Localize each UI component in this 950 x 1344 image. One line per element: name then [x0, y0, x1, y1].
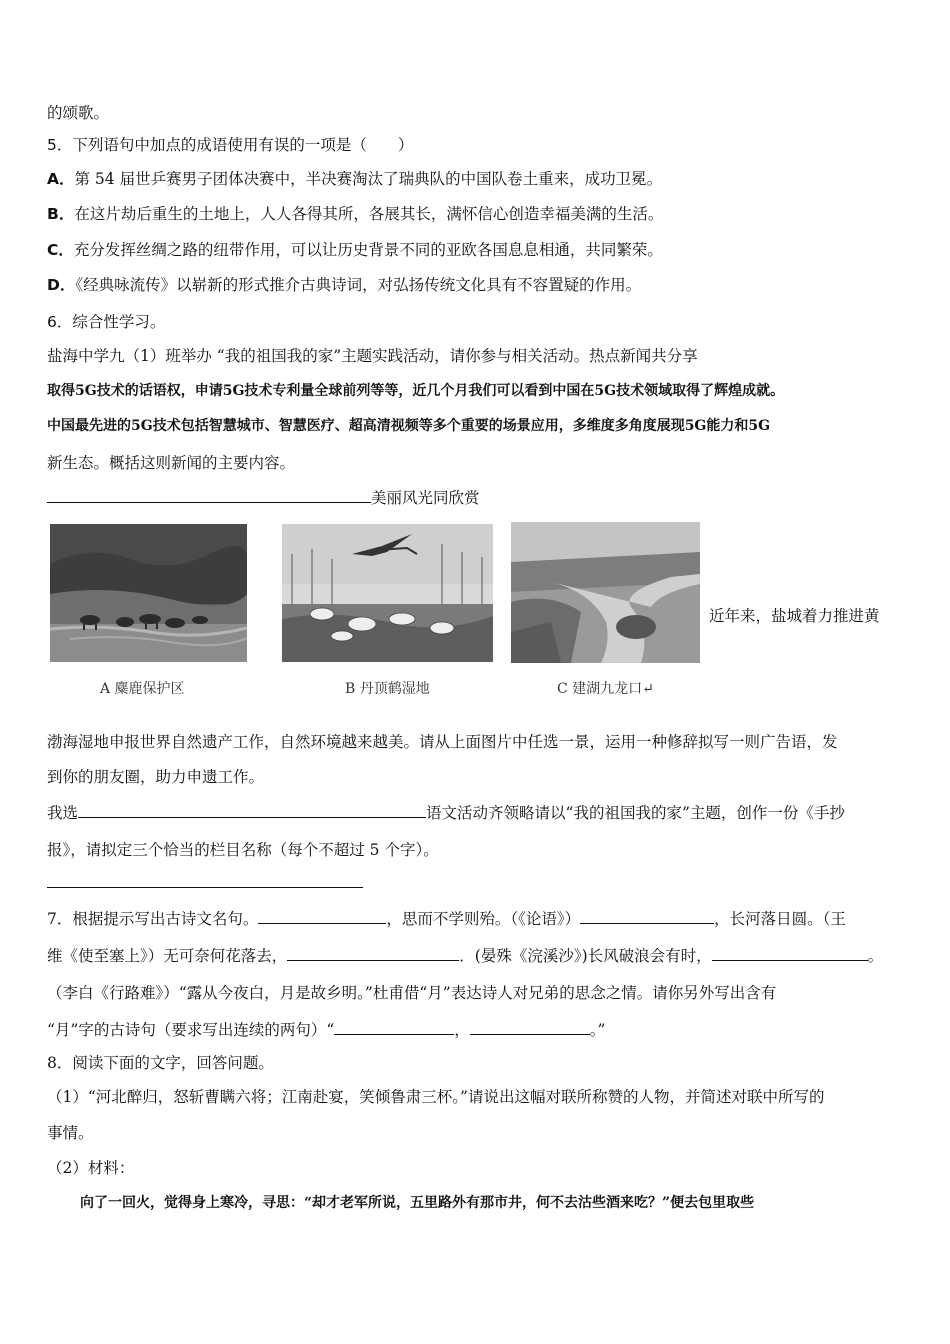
question-8-1: 事情。	[47, 1124, 94, 1142]
option-label: D．	[47, 276, 76, 294]
answer-blank[interactable]	[258, 908, 386, 924]
scenery-title: 美丽风光同欣赏	[371, 489, 480, 507]
question-8: 8．阅读下面的文字，回答问题。	[47, 1054, 274, 1072]
q6-news: 取得5G技术的话语权，申请5G技术专利量全球前列等等，近几个月我们可以看到中国在5G技术领域取得了辉煌成就。	[47, 383, 785, 399]
q6-task: 渤海湿地申报世界自然遗产工作，自然环境越来越美。请从上面图片中任选一景，运用一种修辞拟写一则广告语，发	[47, 733, 838, 751]
photo-elk-reserve	[50, 524, 247, 662]
photo-jiulongkou	[511, 522, 700, 663]
option-label: B．	[47, 205, 75, 223]
q6-news: 新生态。概括这则新闻的主要内容。	[47, 454, 296, 472]
handbook-task: 语文活动齐领略请以“我的祖国我的家”主题，创作一份《手抄	[426, 804, 845, 822]
answer-blank[interactable]	[470, 1019, 590, 1035]
option-text: 在这片劫后重生的土地上，人人各得其所，各展其长，满怀信心创造幸福美满的生活。	[74, 205, 664, 223]
option-text: 第 54 届世乒赛男子团体决赛中，半决赛淘汰了瑞典队的中国队卷土重来，成功卫冕。	[74, 170, 663, 188]
photo-crane-wetland	[282, 524, 493, 662]
q7-text: ，	[454, 1021, 470, 1039]
option-c	[47, 240, 663, 260]
reading-material: 向了一回火，觉得身上寒冷，寻思：“却才老军所说，五里路外有那市井，何不去沽些酒来吃？”便去包里取些	[80, 1195, 755, 1211]
option-label: A．	[47, 170, 75, 188]
option-text: 《经典咏流传》以崭新的形式推介古典诗词，对弘扬传统文化具有不容置疑的作用。	[75, 276, 642, 294]
q6-task: 到你的朋友圈，助力申遗工作。	[47, 768, 265, 786]
option-d	[47, 275, 641, 295]
option-a	[47, 169, 662, 189]
answer-blank[interactable]	[580, 908, 714, 924]
question-7-cont	[47, 945, 883, 966]
q6-choose-line	[47, 802, 845, 823]
option-text: 充分发挥丝绸之路的纽带作用，可以让历史背景不同的亚欧各国息息相通，共同繁荣。	[73, 241, 663, 259]
q7-text: “月”字的古诗句（要求写出连续的两句）“	[47, 1021, 335, 1039]
question-7-cont	[47, 1019, 605, 1040]
option-label: C．	[47, 241, 74, 259]
choose-label: 我选	[47, 804, 79, 822]
q7-text: 7．根据提示写出古诗文名句。	[47, 910, 259, 928]
photo-caption: B 丹顶鹤湿地	[345, 681, 430, 697]
q7-text: ，思而不学则殆。（《论语》）	[386, 910, 581, 928]
q6-scenery-line	[47, 487, 480, 508]
answer-blank[interactable]	[47, 487, 371, 503]
question-8-1: （1）“河北醉归，怒斩曹瞒六将；江南赴宴，笑倾鲁肃三杯。”请说出这幅对联所称赞的人物，并简述对联中所写的	[47, 1088, 825, 1106]
answer-blank[interactable]	[712, 945, 868, 961]
answer-blank[interactable]	[287, 945, 459, 961]
crane-photo-image	[282, 524, 493, 662]
option-b	[47, 204, 663, 224]
q6-answer-line	[47, 872, 363, 893]
text-line: 的颂歌。	[47, 104, 110, 122]
q7-text: 。	[867, 947, 884, 965]
answer-blank[interactable]	[78, 802, 426, 818]
q7-text: ．(晏殊《浣溪沙》)长风破浪会有时，	[459, 947, 712, 965]
question-6: 6．综合性学习。	[47, 313, 166, 331]
photo-caption: C 建湖九龙口↵	[557, 681, 654, 697]
lake-photo-image	[511, 522, 700, 663]
elk-photo-image	[50, 524, 247, 662]
q7-text: ，长河落日圆。（王	[714, 910, 846, 928]
q6-news: 中国最先进的5G技术包括智慧城市、智慧医疗、超高清视频等多个重要的场景应用，多维度多角度展现5G能力和5G	[47, 418, 771, 434]
q6-intro: 盐海中学九（1）班举办 “我的祖国我的家”主题实践活动，请你参与相关活动。热点新闻共分享	[47, 347, 698, 365]
q7-text: 。”	[589, 1021, 606, 1039]
question-8-2: （2）材料：	[47, 1159, 135, 1177]
q6-side-text: 近年来，盐城着力推进黄	[709, 607, 880, 625]
question-7	[47, 908, 846, 929]
q7-text: 维《使至塞上》）无可奈何花落去，	[47, 947, 288, 965]
question-5: 5．下列语句中加点的成语使用有误的一项是（ ）	[47, 136, 414, 154]
answer-blank[interactable]	[47, 872, 363, 888]
answer-blank[interactable]	[334, 1019, 454, 1035]
q6-handbook: 报》，请拟定三个恰当的栏目名称（每个不超过 5 个字）。	[47, 841, 439, 859]
question-7-cont: （李白《行路难》）“露从今夜白，月是故乡明。”杜甫借“月”表达诗人对兄弟的思念之情。请你另外写出含有	[47, 984, 777, 1002]
photo-caption: A 麋鹿保护区	[100, 681, 185, 697]
